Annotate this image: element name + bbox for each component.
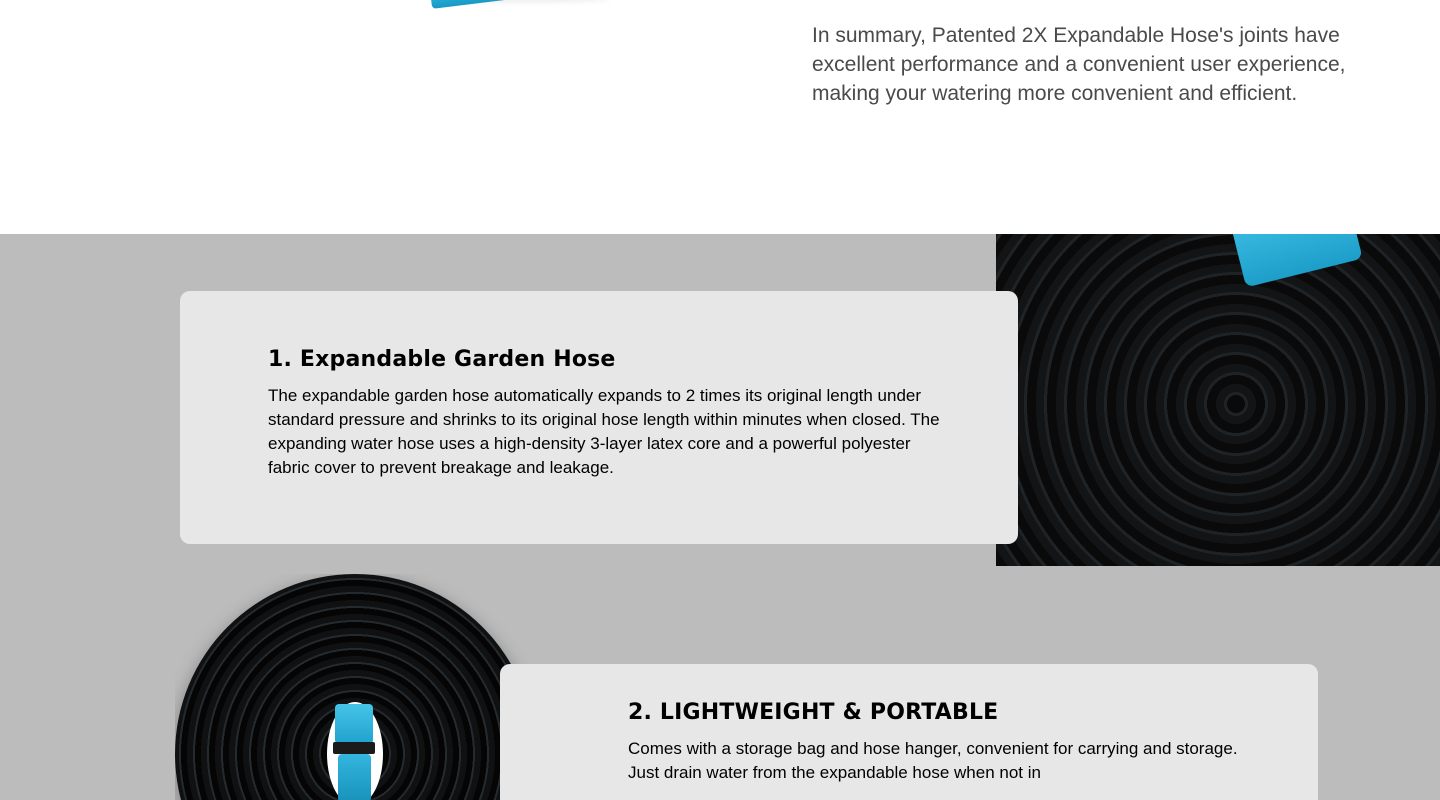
feature-card-2-body: Comes with a storage bag and hose hanger, convenient for carrying and storage. Just drain water from the expandable hose when not in (628, 739, 1238, 782)
feature-card-1-body: The expandable garden hose automatically expands to 2 times its original length under standard pressure and shrinks to its original hose length within minutes when closed. The expanding water hose uses a high-density 3-layer latex core and a powerful polyester fabric cover to prevent breakage and leakage. (268, 386, 940, 477)
coiled-black-hose-top-right-image (996, 234, 1440, 566)
summary-paragraph: In summary, Patented 2X Expandable Hose's joints have excellent performance and a convenient user experience, making your watering more convenient and efficient. (812, 24, 1346, 105)
feature-card-2-title: 2. LIGHTWEIGHT & PORTABLE (628, 700, 999, 725)
coiled-black-hose-bottom-left-image (175, 574, 535, 800)
hose-connector-upper (335, 704, 373, 744)
hose-connector-lower (338, 754, 371, 800)
feature-card-1 (180, 291, 1018, 544)
features-section (0, 234, 1440, 800)
feature-card-1-title: 1. Expandable Garden Hose (268, 347, 616, 372)
blue-hose-connector-image (400, 0, 680, 15)
hose-coil-graphic (996, 234, 1440, 566)
hose-connector-collar (333, 742, 375, 754)
summary-section (0, 0, 1440, 234)
feature-card-2 (500, 664, 1318, 800)
